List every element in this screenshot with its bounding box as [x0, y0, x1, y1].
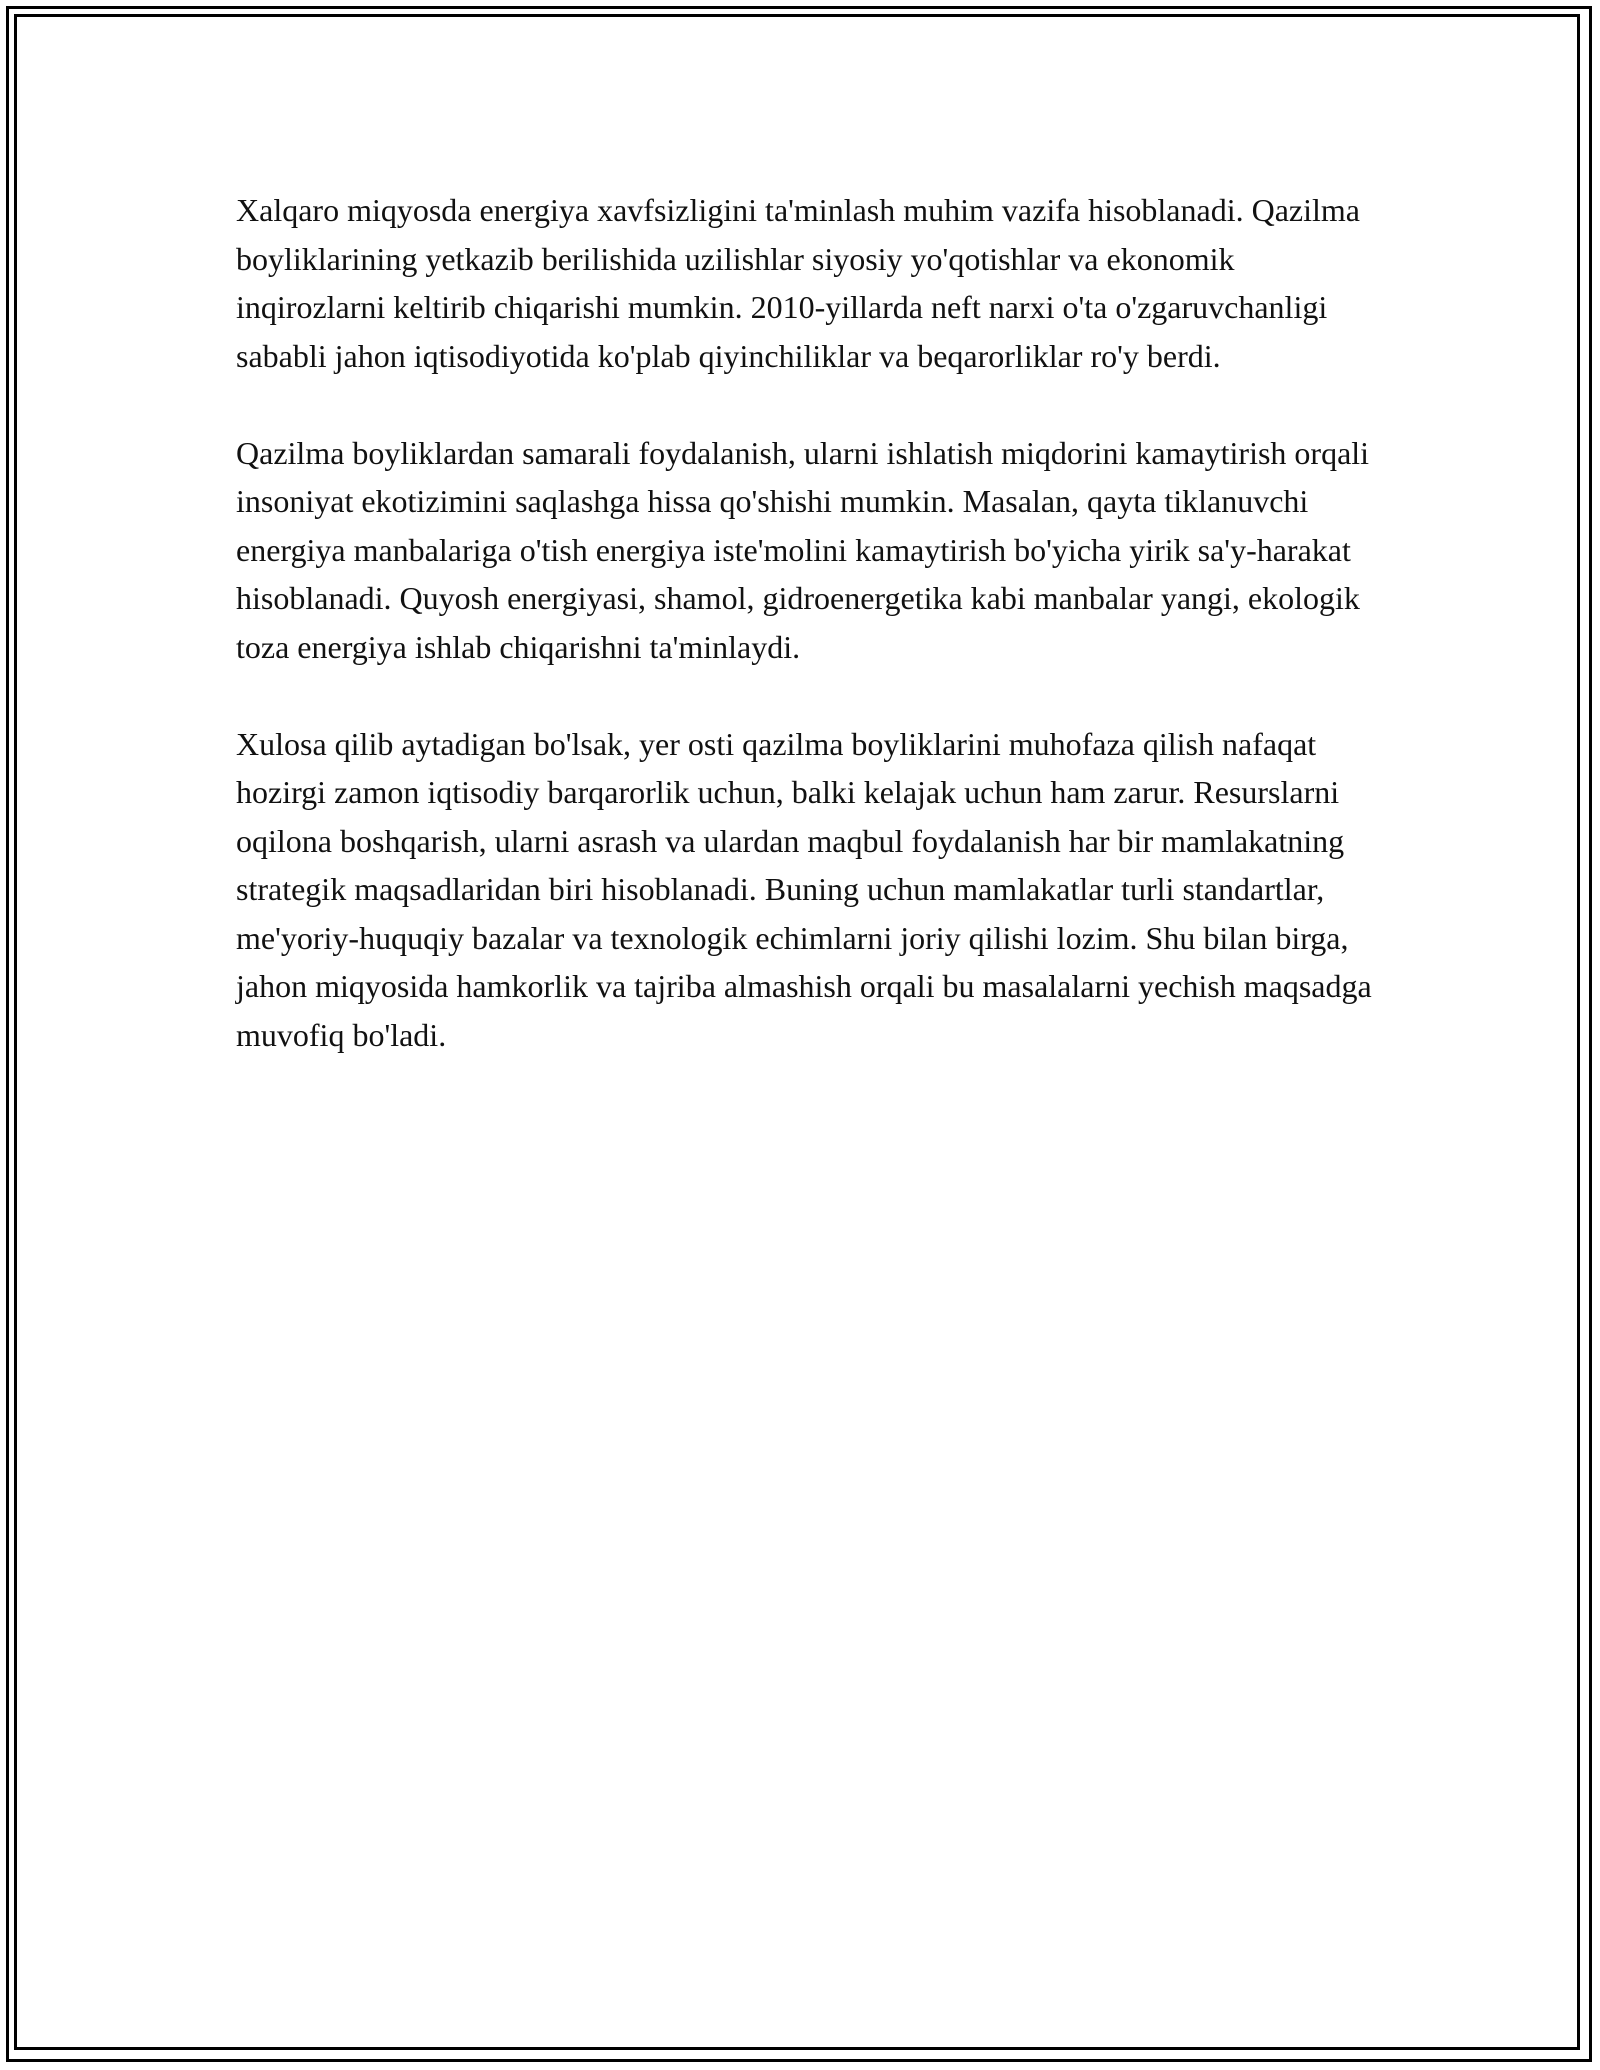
paragraph-1: Xalqaro miqyosda energiya xavfsizligini ta'minlash muhim vazifa hisoblanadi. Qazilma boyliklarining yetkazib berilishida uzilishlar siyosiy yo'qotishlar va ekonomik inqirozlarni keltirib chiqarishi mumkin. 2010-yillarda neft narxi o'ta o'zgaruvchanligi sababli jahon iqtisodiyotida ko'plab qiyinchiliklar va beqarorliklar ro'y berdi.: [236, 192, 1360, 374]
document-body: [236, 186, 1376, 1108]
paragraph-3: Xulosa qilib aytadigan bo'lsak, yer osti qazilma boyliklarini muhofaza qilish nafaqat hozirgi zamon iqtisodiy barqarorlik uchun, balki kelajak uchun ham zarur. Resurslarni oqilona boshqarish, ularni asrash va ulardan maqbul foydalanish har bir mamlakatning strategik maqsadlaridan biri hisoblanadi. Buning uchun mamlakatlar turli standartlar, me'yoriy-huquqiy bazalar va texnologik echimlarni joriy qilishi lozim. Shu bilan birga, jahon miqyosida hamkorlik va tajriba almashish orqali bu masalalarni yechish maqsadga muvofiq bo'ladi.: [236, 725, 1372, 1053]
paragraph-2: Qazilma boyliklardan samarali foydalanish, ularni ishlatish miqdorini kamaytirish orqali insoniyat ekotizimini saqlashga hissa qo'shishi mumkin. Masalan, qayta tiklanuvchi energiya manbalariga o'tish energiya iste'molini kamaytirish bo'yicha yirik sa'y-harakat hisoblanadi. Quyosh energiyasi, shamol, gidroenergetika kabi manbalar yangi, ekologik toza energiya ishlab chiqarishni ta'minlaydi.: [236, 434, 1370, 665]
